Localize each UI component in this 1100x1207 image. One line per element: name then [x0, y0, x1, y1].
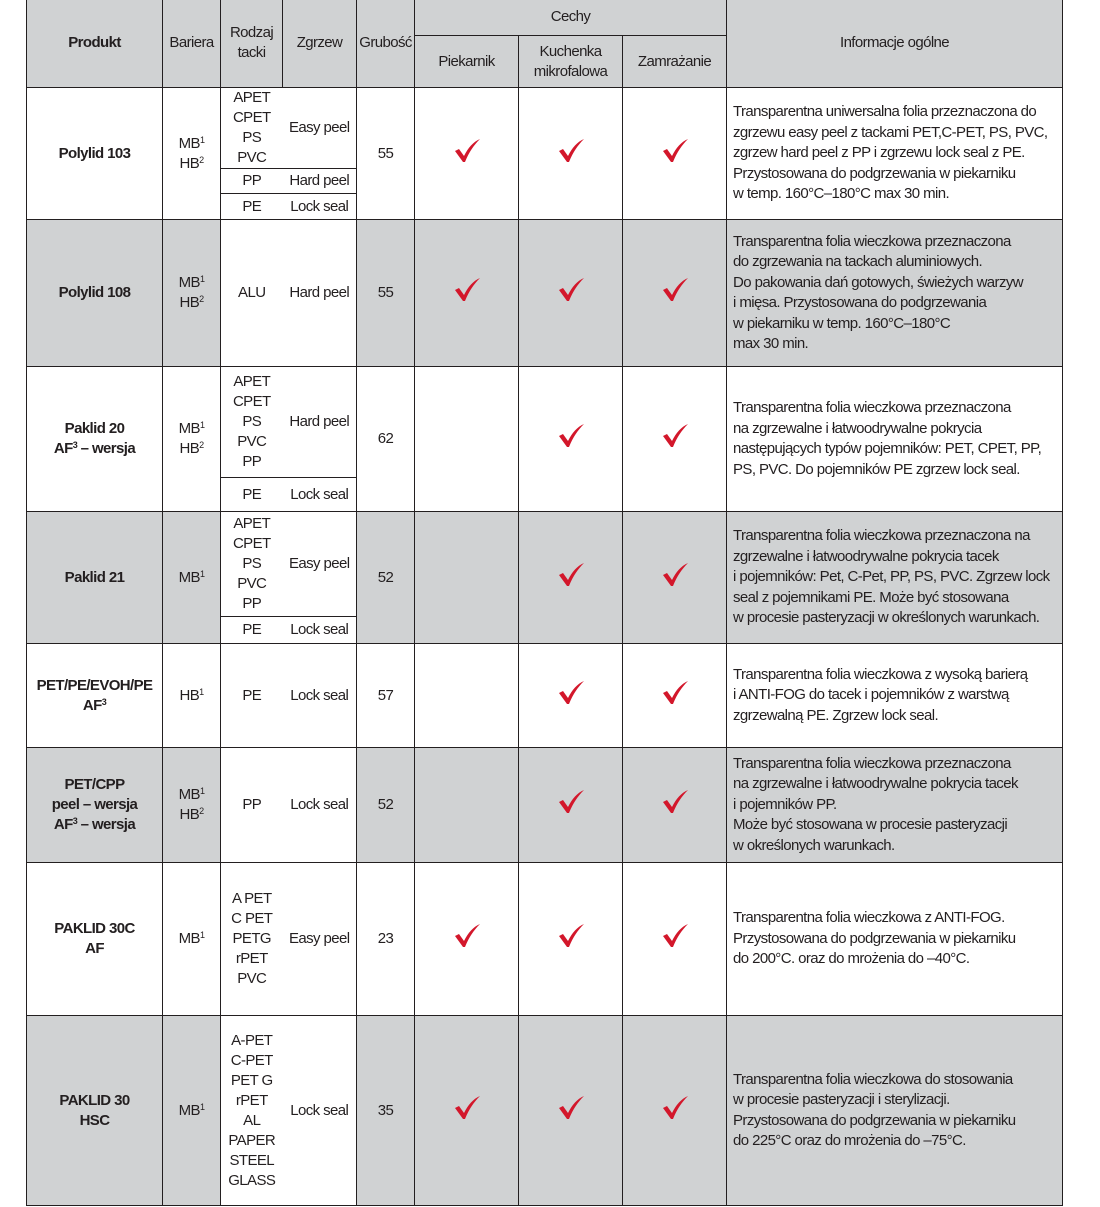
checkmark-icon — [557, 277, 585, 303]
barrier-code: HB — [179, 154, 200, 172]
header-kuchenka — [519, 36, 623, 88]
tray-type: A PET — [231, 890, 272, 907]
seal-type: Lock seal — [283, 748, 357, 863]
info-line: Transparentna uniwersalna folia przeznaczona do — [733, 103, 1037, 121]
info-line: Do pakowania dań gotowych, świeżych warzyw — [733, 273, 1023, 291]
tray-type: rPET — [235, 1091, 268, 1109]
tray-type: A-PET — [231, 1031, 273, 1049]
barrier-cell — [163, 1016, 221, 1206]
oven-cell — [415, 1016, 519, 1206]
barrier-value — [163, 134, 220, 154]
tray-type: PVC — [237, 575, 267, 592]
footnote-marker: 2 — [199, 806, 204, 816]
info-line: Transparentna folia wieczkowa przeznaczona — [733, 754, 1011, 772]
header-informacje: Informacje ogólne — [727, 0, 1063, 88]
info-line: Transparentna folia wieczkowa z wysoką barierą — [733, 665, 1028, 683]
freezing-cell — [623, 748, 727, 863]
info-line: i pojemników PP. — [733, 795, 837, 813]
product-name-line: Polylid 108 — [58, 284, 131, 301]
oven-cell — [415, 512, 519, 644]
oven-cell — [415, 367, 519, 512]
barrier-cell — [163, 748, 221, 863]
barrier-cell — [163, 88, 221, 220]
barrier-code: MB — [178, 568, 200, 586]
tray-type-cell — [221, 220, 283, 367]
tray-type: PP — [242, 172, 262, 189]
general-info — [727, 220, 1063, 367]
barrier-code: HB — [179, 806, 200, 823]
footnote-marker: 2 — [199, 294, 204, 304]
tray-type: CPET — [232, 535, 271, 552]
seal-type: Lock seal — [283, 1016, 357, 1206]
table-row — [27, 748, 1063, 863]
footnote-marker: 3 — [72, 440, 78, 450]
footnote-marker: 1 — [199, 930, 205, 940]
info-line: PS, PVC. Do pojemników PE zgrzew lock seal. — [733, 460, 1020, 478]
info-line: Przystosowana do podgrzewania w piekarniku — [733, 164, 1016, 182]
tray-type-cell — [221, 863, 283, 1016]
tray-type: PVC — [237, 970, 267, 987]
tray-type: ALU — [238, 284, 266, 301]
checkmark-icon — [453, 923, 481, 949]
info-line: seal z pojemnikami PE. Może być stosowana — [733, 588, 1009, 606]
oven-cell — [415, 220, 519, 367]
product-name — [27, 1016, 163, 1206]
seal-type: Lock seal — [283, 194, 357, 220]
freezing-cell — [623, 88, 727, 220]
general-info — [727, 88, 1063, 220]
tray-type: PS — [242, 555, 262, 572]
info-line: Transparentna folia wieczkowa przeznaczona na — [733, 527, 1030, 545]
thickness-value: 35 — [357, 1016, 415, 1206]
checkmark-icon — [661, 277, 689, 303]
header-zgrzew: Zgrzew — [283, 0, 357, 88]
footnote-marker: 3 — [101, 696, 107, 707]
checkmark-icon — [661, 923, 689, 949]
info-line: zgrzewu easy peel z tackami PET,C-PET, PS, PVC, — [733, 123, 1048, 141]
checkmark-icon — [661, 562, 689, 588]
checkmark-icon — [661, 789, 689, 815]
tray-type-cell — [221, 748, 283, 863]
info-line: do 200°C. oraz do mrożenia do –40°C. — [733, 950, 970, 968]
microwave-cell — [519, 88, 623, 220]
barrier-value — [163, 1101, 220, 1121]
tray-type-cell — [221, 194, 283, 220]
table-row — [27, 367, 1063, 478]
general-info — [727, 748, 1063, 863]
barrier-value — [163, 805, 220, 825]
checkmark-icon — [453, 1095, 481, 1121]
product-name-line: Polylid 103 — [58, 144, 131, 162]
barrier-cell — [163, 644, 221, 748]
footnote-marker: 3 — [72, 816, 78, 826]
tray-type-cell — [221, 88, 283, 169]
info-line: Transparentna folia wieczkowa do stosowania — [733, 1070, 1013, 1088]
info-line: na zgrzewalne i łatwoodrywalne pokrycia tacek — [733, 775, 1018, 793]
thickness-value: 57 — [357, 644, 415, 748]
barrier-value — [163, 419, 220, 439]
info-line: i ANTI-FOG do tacek i pojemników z warstwą — [733, 686, 1009, 704]
product-name-line: Paklid 21 — [64, 568, 125, 586]
barrier-cell — [163, 367, 221, 512]
tray-type: PVC — [237, 149, 267, 166]
tray-type: APET — [233, 373, 271, 390]
freezing-cell — [623, 367, 727, 512]
tray-type-cell — [221, 617, 283, 644]
tray-type: PE — [242, 621, 262, 638]
footnote-marker: 2 — [199, 440, 204, 450]
seal-type: Easy peel — [283, 863, 357, 1016]
barrier-value — [163, 686, 220, 706]
freezing-cell — [623, 863, 727, 1016]
info-line: do zgrzewania na tackach aluminiowych. — [733, 253, 983, 270]
product-name-line: peel – wersja — [51, 796, 138, 813]
footnote-marker: 1 — [199, 786, 205, 796]
footnote-marker: 2 — [199, 154, 204, 165]
general-info — [727, 644, 1063, 748]
barrier-value — [163, 154, 220, 174]
barrier-value — [163, 439, 220, 459]
tray-type-cell — [221, 512, 283, 617]
barrier-value — [163, 568, 220, 588]
tray-type: GLASS — [228, 1171, 276, 1189]
header-zamrazanie: Zamrażanie — [623, 36, 727, 88]
tray-type-cell — [221, 367, 283, 478]
seal-type: Hard peel — [283, 367, 357, 478]
checkmark-icon — [557, 680, 585, 706]
tray-type: PE — [242, 686, 262, 704]
info-line: Transparentna folia wieczkowa z ANTI-FOG. — [733, 909, 1005, 927]
tray-type: PVC — [237, 433, 267, 450]
info-line: Transparentna folia wieczkowa przeznaczona — [733, 232, 1011, 250]
tray-type: CPET — [232, 393, 271, 410]
barrier-code: MB — [178, 134, 200, 152]
info-line: max 30 min. — [733, 335, 809, 352]
barrier-code: HB — [179, 440, 200, 457]
seal-type: Hard peel — [283, 169, 357, 194]
product-name — [27, 863, 163, 1016]
barrier-code: MB — [178, 420, 200, 437]
table-row — [27, 863, 1063, 1016]
info-line: zgrzewalne i łatwoodrywalne pokrycia tacek — [733, 547, 999, 565]
microwave-cell — [519, 644, 623, 748]
checkmark-icon — [557, 562, 585, 588]
product-name-line: PAKLID 30 — [59, 1091, 130, 1109]
barrier-value — [163, 929, 220, 949]
tray-type: AL — [243, 1111, 261, 1129]
info-line: zgrzewalną PE. Zgrzew lock seal. — [733, 706, 939, 724]
product-name — [27, 88, 163, 220]
thickness-value: 52 — [357, 512, 415, 644]
barrier-code: MB — [178, 274, 200, 291]
checkmark-icon — [557, 138, 585, 164]
microwave-cell — [519, 220, 623, 367]
header-produkt: Produkt — [27, 0, 163, 88]
tray-type: C-PET — [230, 1051, 273, 1069]
header-rodzaj-line2: tacki — [237, 43, 266, 61]
barrier-code: HB — [179, 294, 200, 311]
header-cechy: Cechy — [415, 0, 727, 36]
oven-cell — [415, 748, 519, 863]
table-row — [27, 88, 1063, 169]
seal-type: Lock seal — [283, 478, 357, 512]
barrier-value — [163, 785, 220, 805]
info-line: w temp. 160°C–180°C max 30 min. — [733, 185, 950, 203]
tray-type: rPET — [235, 950, 268, 967]
barrier-code: MB — [178, 1101, 200, 1119]
thickness-value: 55 — [357, 88, 415, 220]
general-info — [727, 367, 1063, 512]
tray-type: PE — [242, 485, 262, 503]
tray-type-cell — [221, 478, 283, 512]
thickness-value: 62 — [357, 367, 415, 512]
checkmark-icon — [661, 1095, 689, 1121]
barrier-code: HB — [179, 686, 200, 704]
tray-type: CPET — [232, 109, 271, 126]
product-name-line: HSC — [79, 1111, 110, 1129]
tray-type-cell — [221, 1016, 283, 1206]
freezing-cell — [623, 1016, 727, 1206]
tray-type: APET — [233, 89, 271, 106]
thickness-value: 23 — [357, 863, 415, 1016]
table-row — [27, 512, 1063, 617]
product-name — [27, 220, 163, 367]
seal-type: Easy peel — [283, 512, 357, 617]
microwave-cell — [519, 748, 623, 863]
footnote-marker: 1 — [199, 1101, 205, 1112]
info-line: następujących typów pojemników: PET, CPET, PP, — [733, 440, 1042, 457]
tray-type-cell — [221, 169, 283, 194]
thickness-value: 52 — [357, 748, 415, 863]
checkmark-icon — [453, 277, 481, 303]
checkmark-icon — [557, 423, 585, 449]
product-name — [27, 644, 163, 748]
tray-type: PP — [242, 796, 262, 813]
barrier-code: MB — [178, 930, 200, 947]
tray-type: PETG — [232, 930, 271, 947]
barrier-code: MB — [178, 786, 200, 803]
checkmark-icon — [557, 923, 585, 949]
checkmark-icon — [661, 680, 689, 706]
tray-type: PS — [242, 129, 262, 146]
product-name-line: $AF^3$ – wersja — [53, 816, 136, 833]
checkmark-icon — [557, 789, 585, 815]
info-line: Może być stosowana w procesie pasteryzacji — [733, 816, 1008, 834]
tray-type: PP — [242, 453, 262, 470]
footnote-marker: 1 — [199, 686, 204, 697]
product-name-line: $AF^3$ – wersja — [53, 440, 136, 457]
product-table-container — [26, 0, 1062, 1207]
product-name-line: PAKLID 30C — [54, 920, 135, 937]
tray-type: PP — [242, 595, 262, 612]
seal-type: Lock seal — [283, 617, 357, 644]
microwave-cell — [519, 512, 623, 644]
header-rodzaj-tacki — [221, 0, 283, 88]
barrier-value — [163, 293, 220, 313]
microwave-cell — [519, 367, 623, 512]
seal-type: Easy peel — [283, 88, 357, 169]
tray-type: PE — [242, 197, 262, 215]
product-name-line: PET/PE/EVOH/PE — [36, 676, 153, 694]
product-name-line: PET/CPP — [64, 776, 125, 793]
freezing-cell — [623, 220, 727, 367]
info-line: w określonych warunkach. — [733, 836, 895, 854]
footnote-marker: 1 — [199, 420, 205, 430]
seal-type: Hard peel — [283, 220, 357, 367]
tray-type: PS — [242, 413, 262, 430]
oven-cell — [415, 863, 519, 1016]
header-rodzaj-line1: Rodzaj — [229, 23, 274, 41]
table-row — [27, 644, 1063, 748]
checkmark-icon — [661, 423, 689, 449]
general-info — [727, 1016, 1063, 1206]
info-line: i mięsa. Przystosowana do podgrzewania — [733, 294, 987, 311]
seal-type: Lock seal — [283, 644, 357, 748]
tray-type: APET — [233, 515, 271, 532]
product-table — [26, 0, 1063, 1206]
barrier-cell — [163, 220, 221, 367]
info-line: Transparentna folia wieczkowa przeznaczona — [733, 399, 1011, 416]
table-body — [27, 88, 1063, 1206]
header-bariera: Bariera — [163, 0, 221, 88]
header-kuchenka-line1: Kuchenka — [539, 42, 602, 60]
header-grubosc: Grubość — [357, 0, 415, 88]
product-name-line: AF — [85, 940, 104, 957]
barrier-value — [163, 273, 220, 293]
general-info — [727, 863, 1063, 1016]
info-line: w procesie pasteryzacji w określonych warunkach. — [733, 609, 1040, 627]
header-kuchenka-line2: mikrofalowa — [533, 62, 608, 80]
barrier-cell — [163, 512, 221, 644]
product-name — [27, 367, 163, 512]
oven-cell — [415, 88, 519, 220]
info-line: Przystosowana do podgrzewania w piekarniku — [733, 1111, 1016, 1129]
thickness-value: 55 — [357, 220, 415, 367]
table-row — [27, 1016, 1063, 1206]
microwave-cell — [519, 863, 623, 1016]
header-piekarnik: Piekarnik — [415, 36, 519, 88]
general-info — [727, 512, 1063, 644]
product-name-line: Paklid 20 — [64, 420, 125, 437]
footnote-marker: 1 — [199, 274, 205, 284]
info-line: na zgrzewalne i łatwoodrywalne pokrycia — [733, 419, 982, 437]
tray-type: PET G — [230, 1071, 273, 1089]
checkmark-icon — [453, 138, 481, 164]
table-row — [27, 220, 1063, 367]
footnote-marker: 1 — [199, 568, 205, 579]
freezing-cell — [623, 512, 727, 644]
checkmark-icon — [661, 138, 689, 164]
barrier-cell — [163, 863, 221, 1016]
info-line: zgrzew hard peel z PP i zgrzewu lock seal z PE. — [733, 144, 1025, 162]
microwave-cell — [519, 1016, 623, 1206]
freezing-cell — [623, 644, 727, 748]
product-name — [27, 748, 163, 863]
checkmark-icon — [557, 1095, 585, 1121]
product-name-line: $AF^3$ — [82, 696, 107, 714]
tray-type-cell — [221, 644, 283, 748]
footnote-marker: 1 — [199, 134, 205, 145]
tray-type: C PET — [231, 910, 273, 927]
product-name — [27, 512, 163, 644]
oven-cell — [415, 644, 519, 748]
info-line: do 225°C oraz do mrożenia do –75°C. — [733, 1132, 966, 1149]
info-line: i pojemników: Pet, C-Pet, PP, PS, PVC. Zgrzew lock — [733, 568, 1050, 586]
tray-type: STEEL — [229, 1151, 275, 1169]
info-line: w piekarniku w temp. 160°C–180°C — [733, 314, 951, 332]
tray-type: PAPER — [228, 1131, 276, 1149]
info-line: w procesie pasteryzacji i sterylizacji. — [733, 1091, 950, 1108]
info-line: Przystosowana do podgrzewania w piekarniku — [733, 929, 1016, 947]
